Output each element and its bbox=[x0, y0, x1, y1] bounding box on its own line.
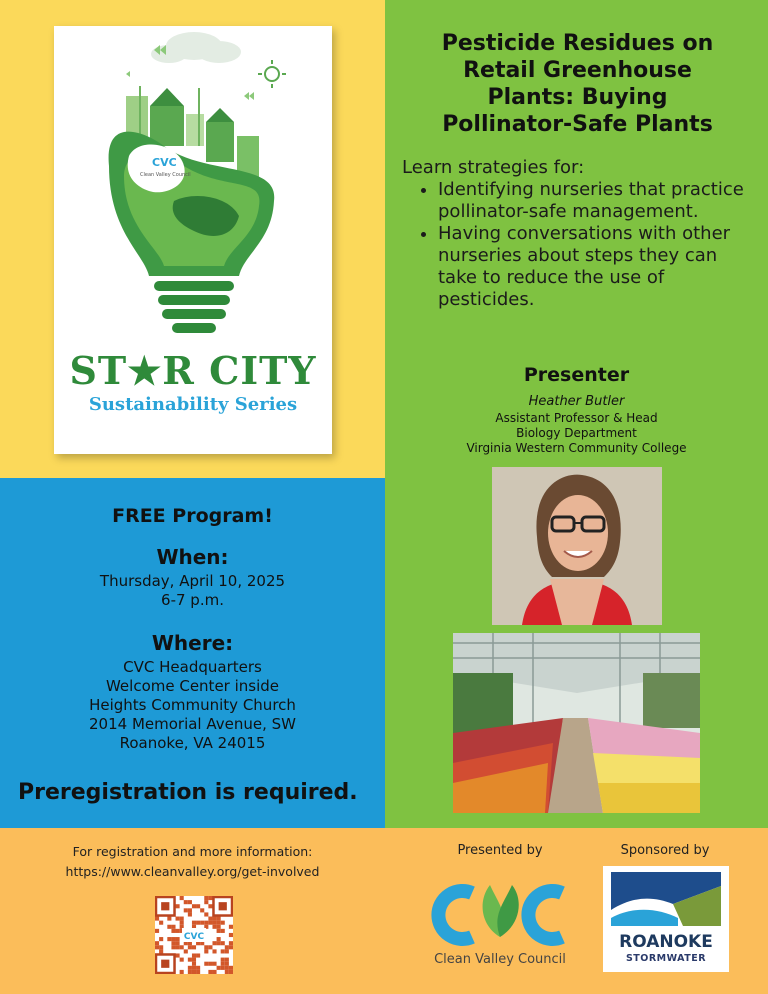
presenter-role: Assistant Professor & Head bbox=[495, 411, 658, 425]
free-program-label: FREE Program! bbox=[112, 505, 273, 527]
title-line: Plants: Buying bbox=[487, 85, 668, 110]
presenter-institution: Virginia Western Community College bbox=[466, 441, 687, 455]
preregistration-notice: Preregistration is required. bbox=[18, 780, 358, 805]
title-line: Pesticide Residues on bbox=[441, 31, 714, 56]
svg-text:CVC: CVC bbox=[183, 932, 205, 942]
presenter-name: Heather Butler bbox=[528, 394, 625, 409]
address-line: Welcome Center inside bbox=[105, 677, 280, 695]
event-date: Thursday, April 10, 2025 bbox=[99, 572, 286, 590]
roanoke-stormwater-logo bbox=[603, 866, 729, 972]
registration-text: For registration and more information: bbox=[72, 844, 313, 859]
inner-cvc-letters: CVC bbox=[152, 156, 177, 169]
presenter-heading: Presenter bbox=[523, 364, 630, 386]
address-line: Roanoke, VA 24015 bbox=[119, 734, 266, 752]
learn-list bbox=[438, 179, 752, 311]
learn-item: • Identifying nurseries that practice pollinator-safe management. bbox=[438, 179, 752, 223]
roanoke-subtitle: STORMWATER bbox=[625, 953, 707, 964]
where-heading: Where: bbox=[151, 631, 234, 655]
presenter-department: Biology Department bbox=[516, 426, 637, 440]
address-line: CVC Headquarters bbox=[123, 658, 262, 676]
series-poster bbox=[54, 26, 332, 454]
registration-link[interactable]: https://www.cleanvalley.org/get-involved bbox=[65, 864, 320, 879]
greenhouse-photo bbox=[453, 633, 700, 813]
sponsored-by-label: Sponsored by bbox=[620, 843, 710, 858]
series-title: ST★R CITY bbox=[69, 348, 317, 393]
learn-intro: Learn strategies for: bbox=[402, 157, 585, 178]
learn-item: • Having conversations with other nurseries about steps they can take to reduce the use of pesticides. bbox=[438, 223, 752, 311]
when-heading: When: bbox=[156, 545, 229, 569]
series-subtitle: Sustainability Series bbox=[88, 394, 298, 415]
event-time: 6-7 p.m. bbox=[161, 591, 224, 609]
lightbulb-earth-illustration bbox=[54, 26, 332, 346]
inner-cvc-label: Clean Valley Council bbox=[140, 172, 191, 178]
cvc-name: Clean Valley Council bbox=[434, 952, 566, 967]
when-details bbox=[0, 572, 385, 610]
learn-section bbox=[402, 157, 752, 311]
title-line: Pollinator-Safe Plants bbox=[442, 112, 713, 137]
presenter-photo bbox=[492, 467, 662, 625]
event-title bbox=[405, 30, 750, 138]
registration-qr-code[interactable] bbox=[155, 896, 233, 974]
address-line: Heights Community Church bbox=[89, 696, 296, 714]
address-line: 2014 Memorial Avenue, SW bbox=[89, 715, 296, 733]
registration-info bbox=[0, 842, 385, 882]
presented-by-label: Presented by bbox=[457, 843, 543, 858]
roanoke-name: ROANOKE bbox=[619, 932, 713, 952]
title-line: Retail Greenhouse bbox=[463, 58, 692, 83]
where-details bbox=[0, 658, 385, 753]
